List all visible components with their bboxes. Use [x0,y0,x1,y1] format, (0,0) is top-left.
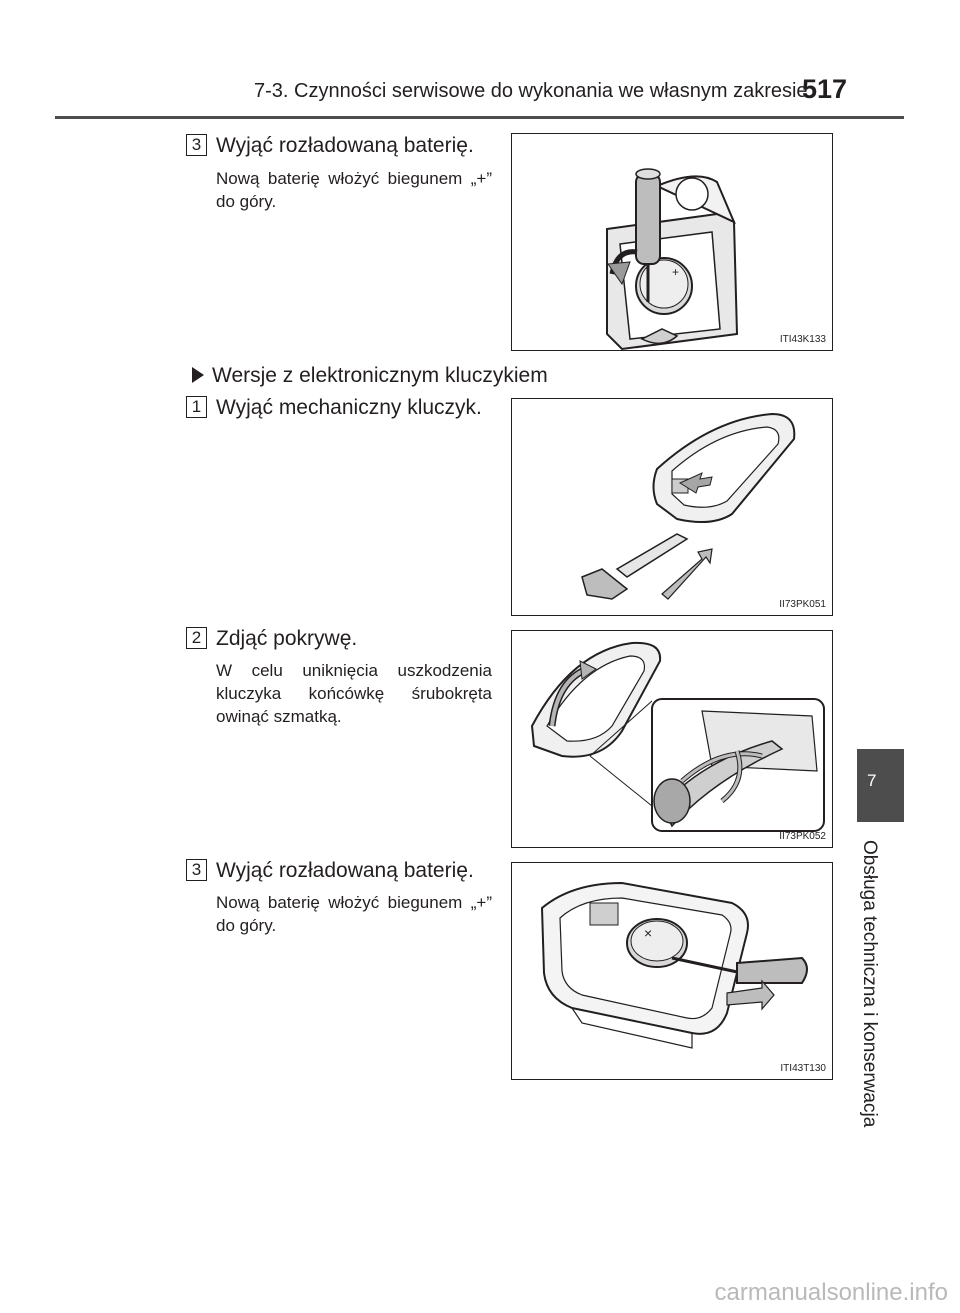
figure-remove-cover [511,630,833,848]
smart-key-battery-illustration [512,863,834,1081]
mechanical-key-illustration [512,399,834,617]
figure-code: ITI43T130 [780,1063,826,1074]
bullet-triangle-icon [192,367,204,383]
chapter-number: 7 [867,771,877,790]
step-description: Nową baterię włożyć biegunem „+” do góry. [216,169,492,211]
figure-code: II73PK051 [779,599,826,610]
version-heading [192,364,548,388]
section-title: 7-3. Czynności serwisowe do wykonania we własnym zakresie [254,80,808,102]
step-title: Wyjąć mechaniczny kluczyk. [216,396,482,419]
figure-remove-mechanical-key [511,398,833,616]
chapter-tab [857,749,904,822]
figure-code: II73PK052 [779,831,826,842]
version-heading-text: Wersje z elektronicznym kluczykiem [212,364,548,387]
step-description: Nową baterię włożyć biegunem „+” do góry. [216,893,492,935]
figure-code: ITI43K133 [779,334,826,345]
svg-text:×: × [644,925,653,941]
step-badge: 3 [186,859,207,881]
page-number: 517 [802,74,848,104]
step-badge: 1 [186,396,207,418]
step-description: W celu uniknięcia uszkodzenia kluczyka końcówkę śrubokręta owinąć szmatką. [216,661,492,726]
battery-removal-illustration [512,134,834,352]
watermark: carmanualsonline.info [714,1279,948,1306]
chapter-side-label-text: Obsługa techniczna i konserwacja [859,840,880,1128]
figure-battery-removal-conventional-key [511,133,833,351]
figure-battery-removal-smart-key [511,862,833,1080]
remove-cover-illustration [512,631,834,849]
header-divider [55,116,904,119]
step-title: Wyjąć rozładowaną baterię. [216,859,474,882]
plus-sign: + [672,265,680,279]
step-badge: 2 [186,627,207,649]
step-title: Wyjąć rozładowaną baterię. [216,134,474,157]
step-badge: 3 [186,134,207,156]
step-title: Zdjąć pokrywę. [216,627,358,650]
